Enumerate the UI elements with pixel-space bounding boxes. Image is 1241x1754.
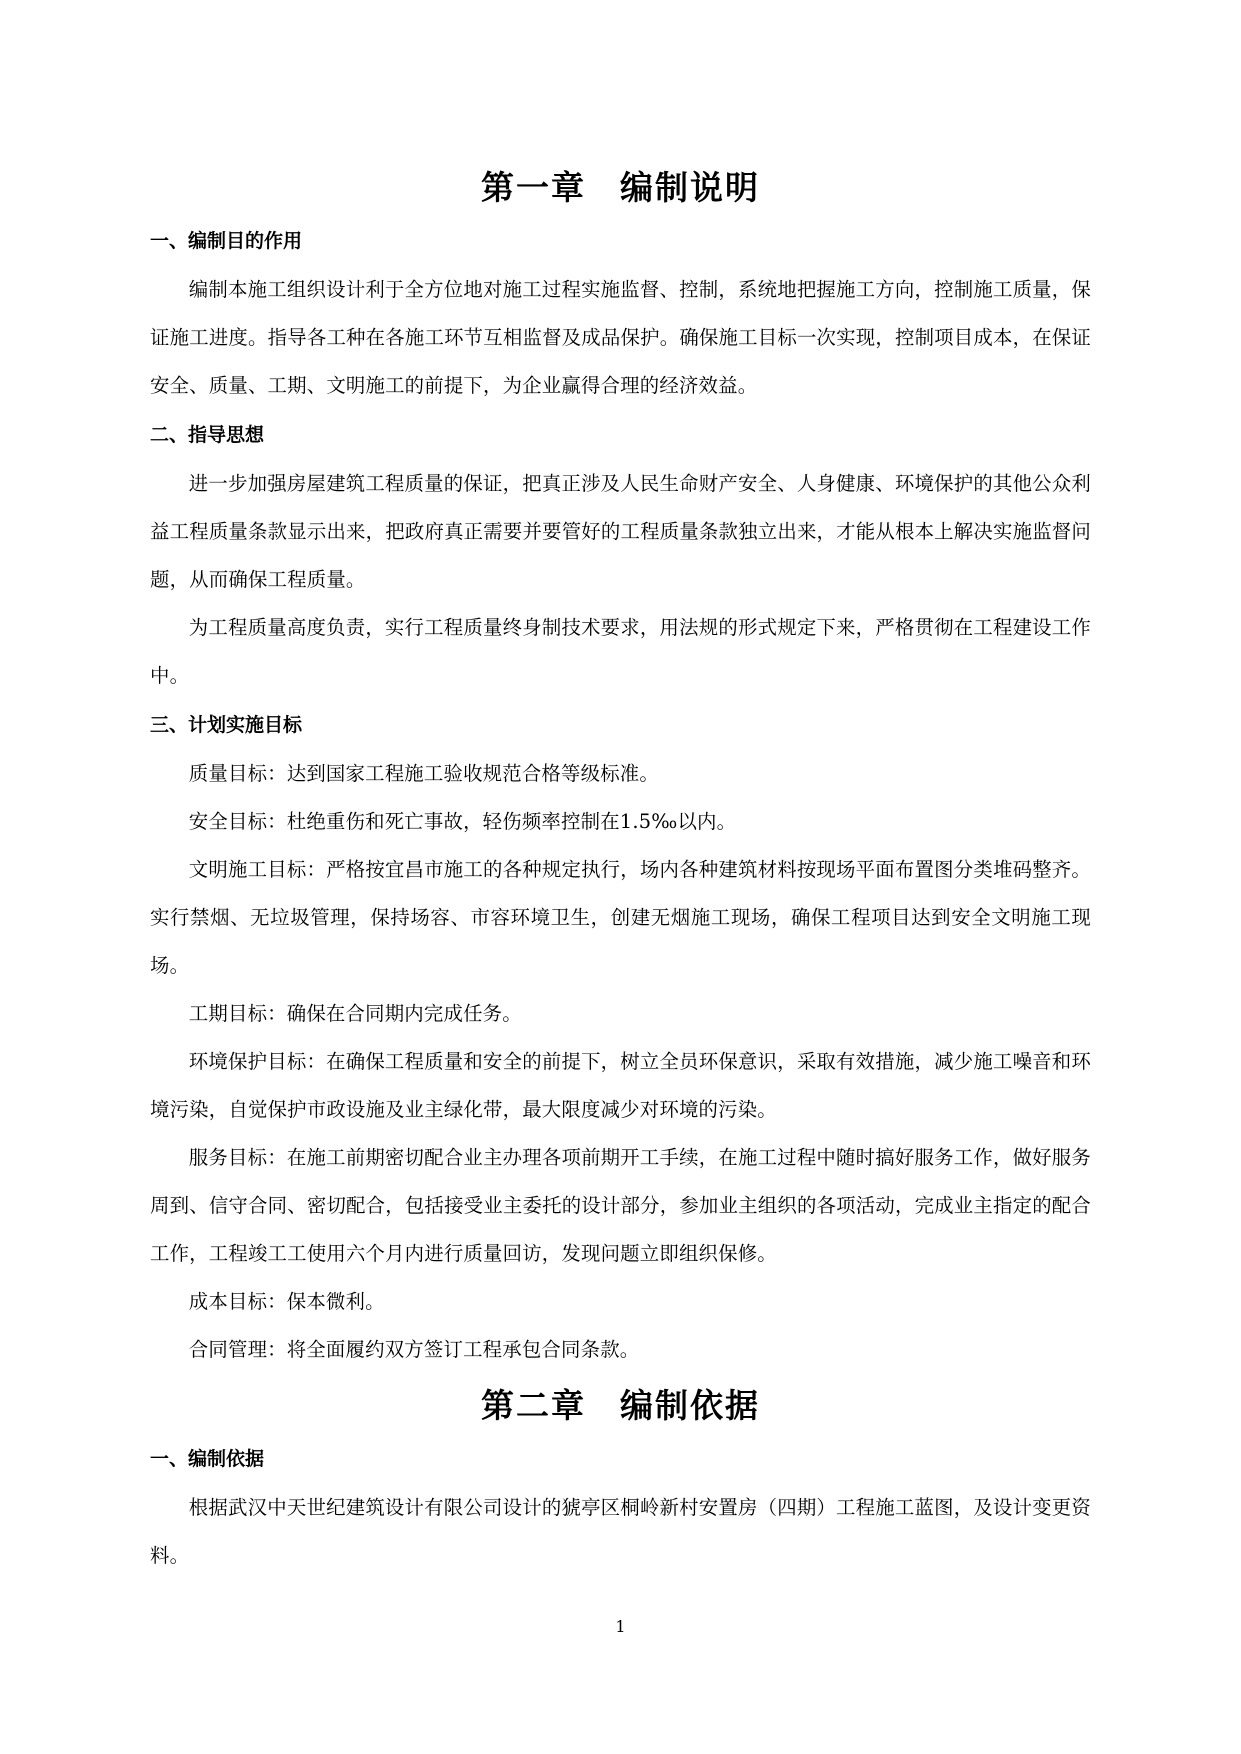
section-1-2-paragraph-1: 进一步加强房屋建筑工程质量的保证，把真正涉及人民生命财产安全、人身健康、环境保护的其他公众利益工程质量条款显示出来，把政府真正需要并要管好的工程质量条款独立出来，才能从根本上解决实施监督问题，从而确保工程质量。 [150,472,1091,591]
page-number: 1 [615,1617,626,1636]
safety-target-paragraph: 安全目标：杜绝重伤和死亡事故，轻伤频率控制在1.5‰以内。 [188,810,737,833]
environment-target-paragraph: 环境保护目标：在确保工程质量和安全的前提下，树立全员环保意识，采取有效措施，减少施工噪音和环境污染，自觉保护市政设施及业主绿化带，最大限度减少对环境的污染。 [150,1050,1091,1121]
chapter-1-title [150,160,1091,216]
service-target-paragraph: 服务目标：在施工前期密切配合业主办理各项前期开工手续，在施工过程中随时搞好服务工作，做好服务周到、信守合同、密切配合，包括接受业主委托的设计部分，参加业主组织的各项活动，完成业主指定的配合工作，工程竣工工使用六个月内进行质量回访，发现问题立即组织保修。 [150,1146,1091,1265]
section-1-1-paragraph-1: 编制本施工组织设计利于全方位地对施工过程实施监督、控制，系统地把握施工方向，控制施工质量，保证施工进度。指导各工种在各施工环节互相监督及成品保护。确保施工目标一次实现，控制项目成本，在保证安全、质量、工期、文明施工的前提下，为企业赢得合理的经济效益。 [150,278,1091,397]
contract-management-paragraph: 合同管理：将全面履约双方签订工程承包合同条款。 [188,1338,640,1361]
chapter-2-number: 第二章 [481,1386,586,1425]
chapter-2-title [150,1378,1091,1434]
section-1-2-paragraph-2: 为工程质量高度负责，实行工程质量终身制技术要求，用法规的形式规定下来，严格贯彻在工程建设工作中。 [150,616,1091,687]
cost-target-paragraph: 成本目标：保本微利。 [188,1290,385,1313]
chapter-2-name: 编制依据 [620,1386,760,1425]
civilized-construction-paragraph: 文明施工目标：严格按宜昌市施工的各种规定执行，场内各种建筑材料按现场平面布置图分类堆码整齐。实行禁烟、无垃圾管理，保持场容、市容环境卫生，创建无烟施工现场，确保工程项目达到安全文明施工现场。 [150,858,1091,977]
chapter-1-number: 第一章 [481,168,586,207]
chapter-1-name: 编制说明 [620,168,760,207]
section-2-1-title: 一、编制依据 [150,1448,265,1470]
section-1-1-title: 一、编制目的作用 [150,230,303,252]
quality-target-paragraph: 质量目标：达到国家工程施工验收规范合格等级标准。 [188,762,659,785]
schedule-target-paragraph: 工期目标：确保在合同期内完成任务。 [188,1002,522,1025]
section-1-3-title: 三、计划实施目标 [150,714,303,736]
section-1-2-title: 二、指导思想 [150,424,265,446]
page-content [150,160,1091,1580]
section-2-1-paragraph-1: 根据武汉中天世纪建筑设计有限公司设计的猇亭区桐岭新村安置房（四期）工程施工蓝图，及设计变更资料。 [150,1496,1091,1567]
